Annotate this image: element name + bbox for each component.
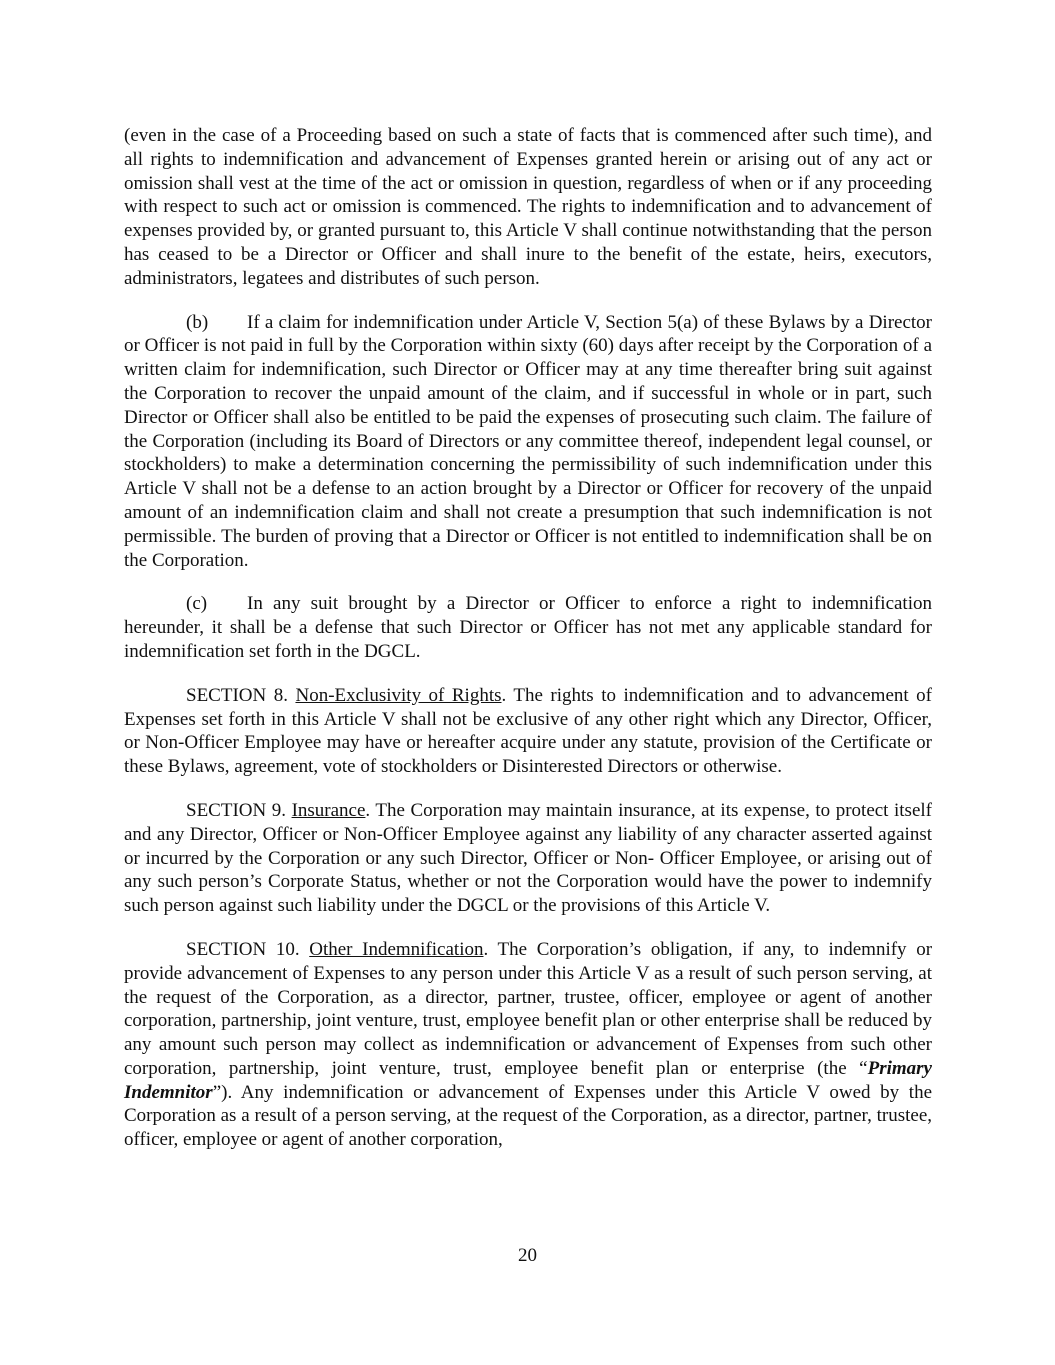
paragraph-c-text: In any suit brought by a Director or Officer to enforce a right to indemnification hereunder, it shall be a defense that such Director or Officer has not met any applicable standard for indemnification set forth in the DGCL. [124,593,932,662]
body-text [124,124,932,1152]
paragraph-b-text: If a claim for indemnification under Article V, Section 5(a) of these Bylaws by a Director or Officer is not paid in full by the Corporation within sixty (60) days after receipt by the Corporation of a written claim for indemnification, such Director or Officer may at any time thereafter bring suit against the Corporation to recover the unpaid amount of the claim, and if successful in whole or in part, such Director or Officer shall also be entitled to be paid the expenses of prosecuting such claim. The failure of the Corporation (including its Board of Directors or any committee thereof, independent legal counsel, or stockholders) to make a determination concerning the permissibility of such indemnification under this Article V shall not be a defense to an action brought by a Director or Officer for recovery of the unpaid amount of an indemnification claim and shall not create a presumption that such indemnification is not permissible. The burden of proving that a Director or Officer is not entitled to indemnification shall be on the Corporation. [124,311,932,571]
section-9 [124,799,932,918]
section-8-title: Non-Exclusivity of Rights [295,684,502,706]
defined-term-primary-indemnitor: Primary Indemnitor [124,1057,932,1103]
section-9-text: . The Corporation may maintain insurance, at its expense, to protect itself and any Director, Officer or Non-Officer Employee against any liability of any character asserted against or incurred by the Corporation or any such Director, Officer or Non- Officer Employee, or arising out of any such person’s Corporate Status, whether or not the Corporation would have the power to indemnify such person against such liability under the DGCL or the provisions of this Article V. [124,799,932,917]
section-9-heading: SECTION 9. [186,799,287,821]
paragraph-continuation: (even in the case of a Proceeding based on such a state of facts that is commenced after such time), and all rights to indemnification and advancement of Expenses granted herein or arising out of any act or omission shall vest at the time of the act or omission in question, regardless of when or if any proceeding with respect to such act or omission is commenced. The rights to indemnification and to advancement of expenses provided by, or granted pursuant to, this Article V shall continue notwithstanding that the person has ceased to be a Director or Officer and shall inure to the benefit of the estate, heirs, executors, administrators, legatees and distributes of such person. [124,125,932,289]
section-8-text: . The rights to indemnification and to advancement of Expenses set forth in this Article V shall not be exclusive of any other right which any Director, Officer, or Non-Officer Employee may have or hereafter acquire under any statute, provision of the Certificate or these Bylaws, agreement, vote of stockholders or Disinterested Directors or otherwise. [124,684,932,778]
paragraph-c [124,592,932,663]
section-10-text-before: . The Corporation’s obligation, if any, to indemnify or provide advancement of Expenses to any person under this Article V as a result of such person serving, at the request of the Corporation, as a director, partner, trustee, officer, employee or agent of another corporation, partnership, joint venture, trust, employee benefit plan or other enterprise shall be reduced by any amount such person may collect as indemnification or advancement of Expenses from such other corporation, partnership, joint venture, trust, employee benefit plan or enterprise (the “ [124,938,933,1079]
paragraph-b [124,311,932,573]
section-8-heading: SECTION 8. [186,684,288,706]
section-10-heading: SECTION 10. [186,938,300,960]
page-number: 20 [518,1245,537,1266]
section-10 [124,938,932,1152]
section-10-title: Other Indemnification [309,938,484,960]
paragraph-label-b: (b) [186,311,209,333]
section-8 [124,684,932,779]
section-10-text-after: ”). Any indemnification or advancement of Expenses under this Article V owed by the Corporation as a result of a person serving, at the request of the Corporation, as a director, partner, trustee, officer, employee or agent of another corporation, [124,1081,932,1151]
section-9-title: Insurance [291,799,366,821]
paragraph-label-c: (c) [186,593,208,615]
